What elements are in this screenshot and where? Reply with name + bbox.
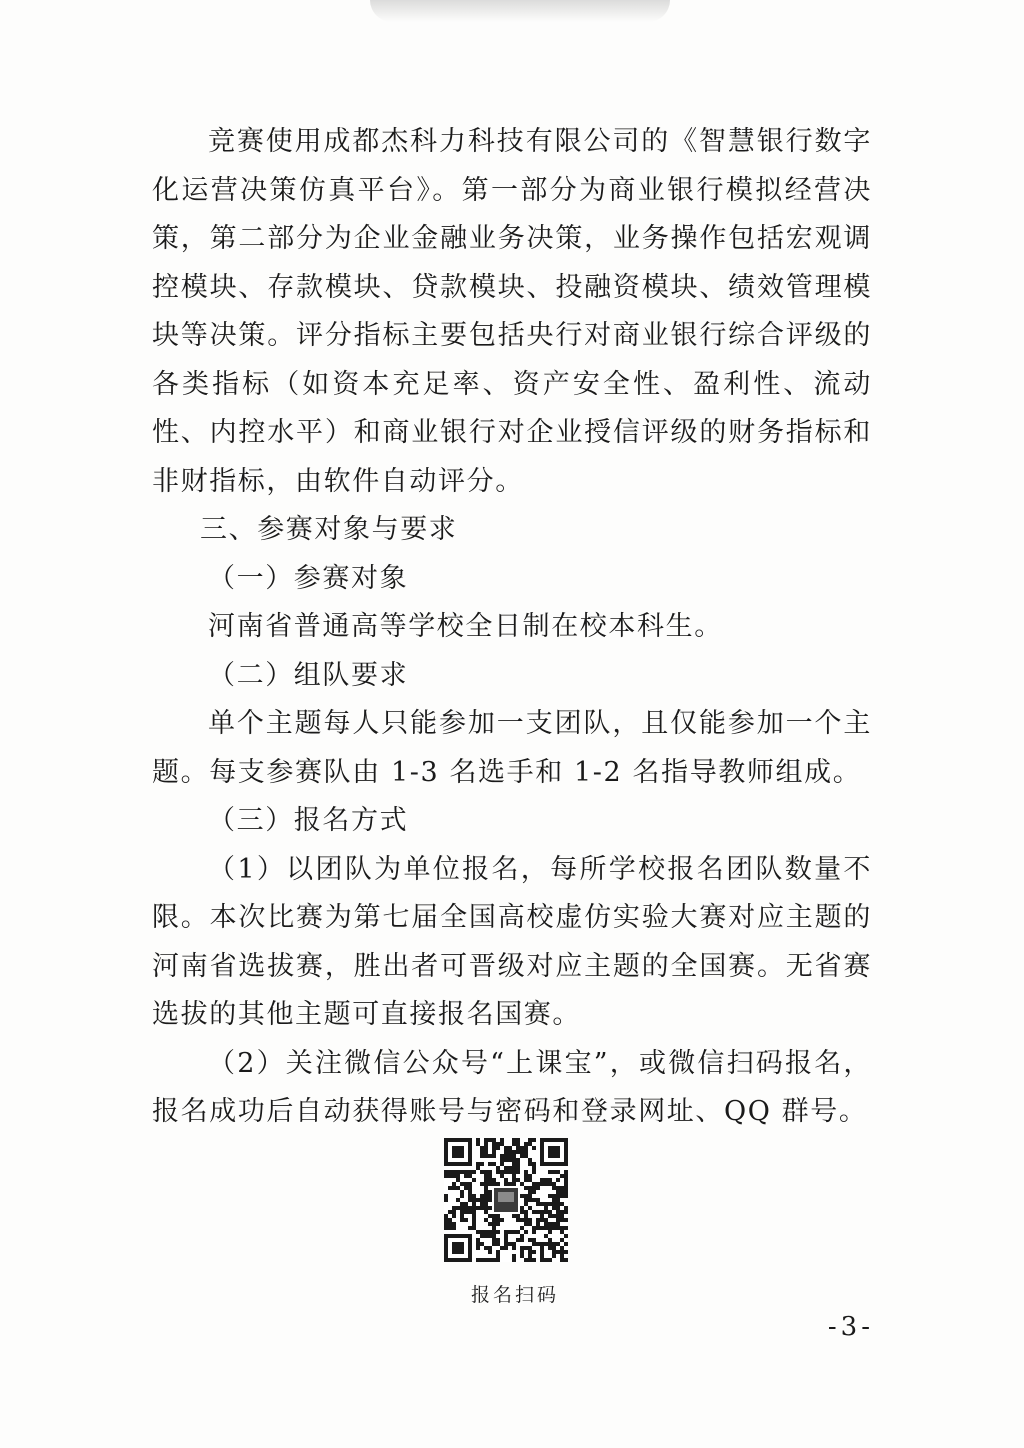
- scan-artifact: [370, 0, 670, 22]
- page-number: -3-: [827, 1312, 874, 1342]
- registration-item-2: （2）关注微信公众号“上课宝”，或微信扫码报名，报名成功后自动获得账号与密码和登录网址、QQ 群号。: [152, 1047, 872, 1127]
- subsection-heading-participants: （一）参赛对象: [208, 562, 409, 594]
- qr-code-icon: [444, 1138, 568, 1262]
- intro-paragraph: 竞赛使用成都杰科力科技有限公司的《智慧银行数字化运营决策仿真平台》。第一部分为商业银行模拟经营决策，第二部分为企业金融业务决策，业务操作包括宏观调控模块、存款模块、贷款模块、投融资模块、绩效管理模块等决策。评分指标主要包括央行对商业银行综合评级的各类指标（如资本充足率、资产安全性、盈利性、流动性、内控水平）和商业银行对企业授信评级的财务指标和非财指标，由软件自动评分。: [152, 126, 872, 497]
- qr-caption: 报名扫码: [470, 1284, 559, 1306]
- participants-paragraph: 河南省普通高等学校全日制在校本科生。: [208, 611, 723, 642]
- registration-item-1: （1）以团队为单位报名，每所学校报名团队数量不限。本次比赛为第七届全国高校虚仿实验大赛对应主题的河南省选拔赛，胜出者可晋级对应主题的全国赛。无省赛选拔的其他主题可直接报名国赛。: [152, 853, 872, 1030]
- subsection-heading-registration: （三）报名方式: [208, 805, 409, 836]
- document-body: [152, 118, 872, 1137]
- subsection-heading-team: （二）组队要求: [208, 659, 409, 691]
- section-heading: 三、参赛对象与要求: [200, 514, 458, 545]
- team-paragraph: 单个主题每人只能参加一支团队，且仅能参加一个主题。每支参赛队由 1-3 名选手和 1-2 名指导教师组成。: [152, 708, 872, 788]
- registration-qr-code[interactable]: [444, 1138, 568, 1262]
